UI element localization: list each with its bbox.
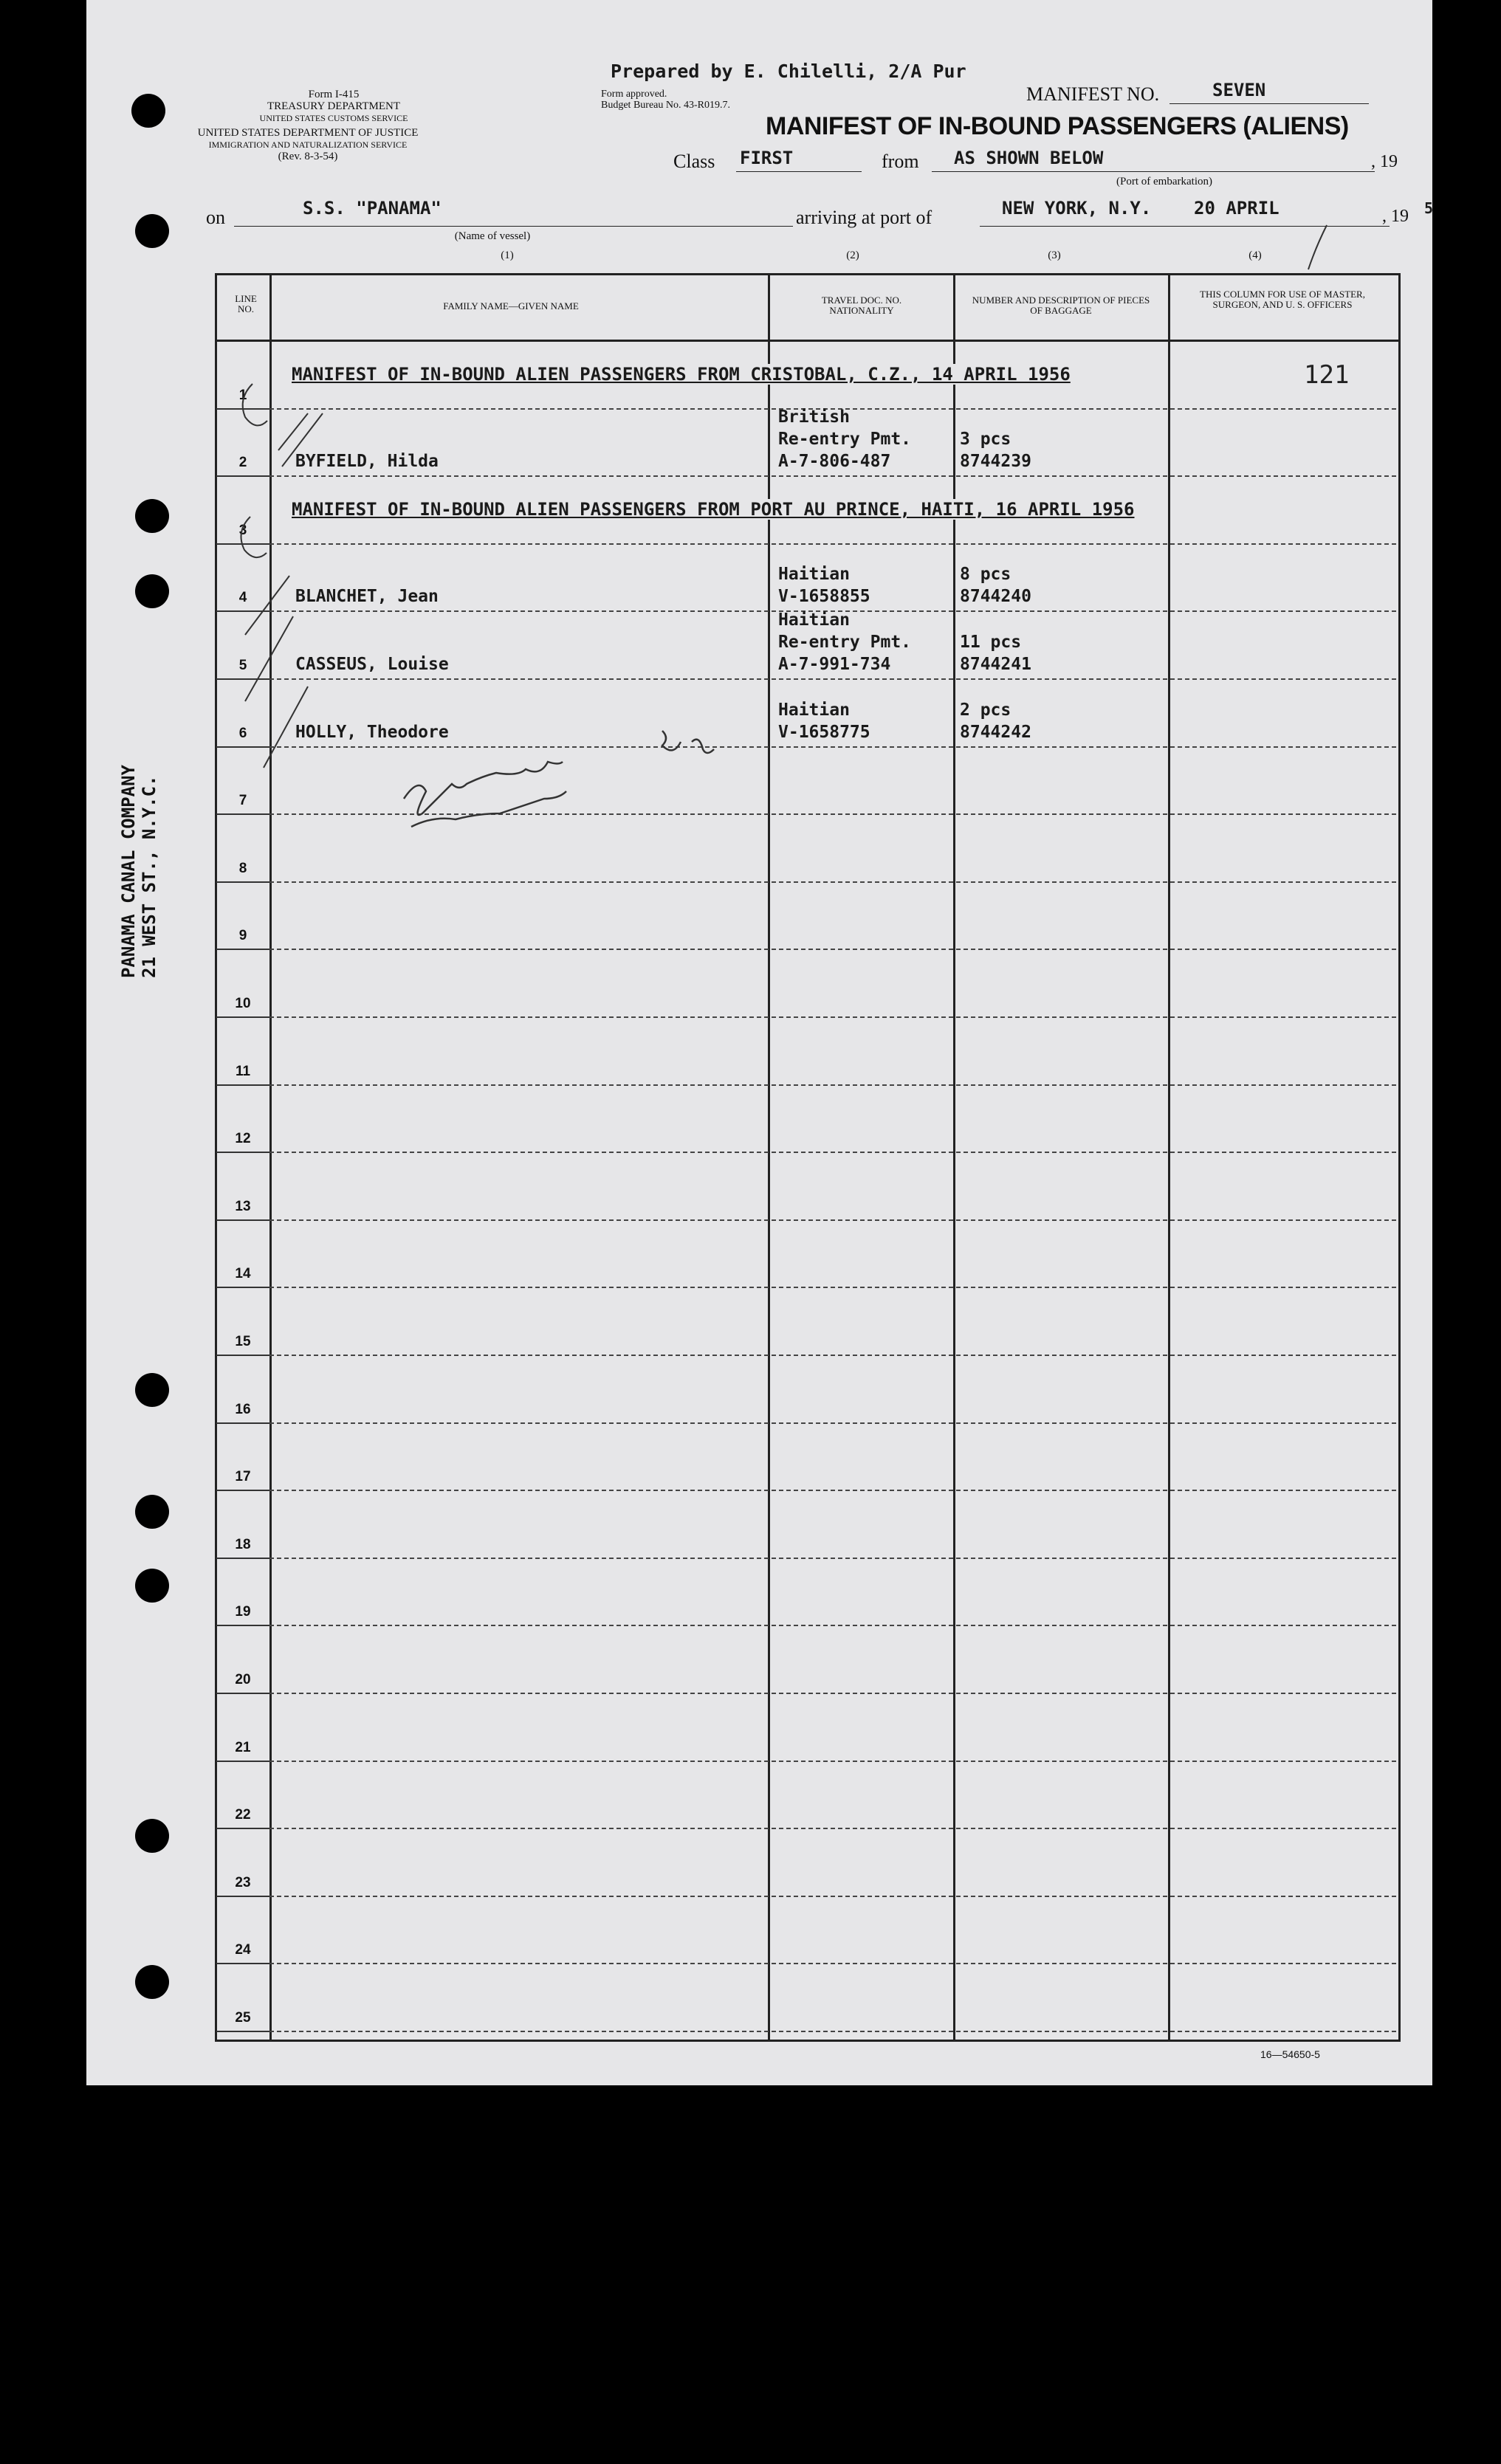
col-divider-name [768,273,770,2040]
arriving-label: arriving at port of [793,207,935,229]
justice-dept: UNITED STATES DEPARTMENT OF JUSTICE [197,127,419,139]
row-divider-lineno [216,1828,269,1829]
form-number: Form I-415 [308,89,360,100]
vessel-caption: (Name of vessel) [454,230,531,242]
row-divider [269,1625,1396,1626]
travel-doc-line: Haitian [778,700,850,720]
binder-hole [135,574,169,608]
line-number: 6 [238,725,247,741]
col-head-name: FAMILY NAME—GIVEN NAME [443,300,579,312]
line-number: 14 [235,1266,251,1282]
travel-doc-line: Haitian [778,610,850,630]
year-label-bottom: , 19 [1382,207,1409,226]
baggage-line: 8744241 [960,655,1031,674]
col-ref-1: (1) [501,250,514,261]
budget-bureau: Budget Bureau No. 43-R019.7. [601,100,730,111]
section-heading: MANIFEST OF IN-BOUND ALIEN PASSENGERS FROM PORT AU PRINCE, HAITI, 16 APRIL 1956 [292,499,1135,520]
row-divider [269,1693,1396,1694]
travel-doc-line: A-7-806-487 [778,452,891,472]
row-divider-lineno [216,1761,269,1762]
line-number: 9 [238,928,247,944]
row-divider [269,1558,1396,1559]
section-heading: MANIFEST OF IN-BOUND ALIEN PASSENGERS FROM CRISTOBAL, C.Z., 14 APRIL 1956 [292,364,1071,385]
travel-doc-line: Re-entry Pmt. [778,633,912,652]
line-number: 17 [235,1469,251,1485]
from-label: from [882,151,919,172]
arrival-line [980,226,1390,227]
row-divider [269,746,1396,748]
on-label: on [206,207,225,228]
arrival-date: 20 APRIL [1194,198,1280,218]
travel-doc-line: A-7-991-734 [778,655,891,674]
binder-hole [135,1373,169,1407]
row-divider [269,1152,1396,1153]
baggage-line: 8744239 [960,452,1031,472]
embarkation-port: AS SHOWN BELOW [954,148,1104,168]
footer-code: 16—54650-5 [1260,2048,1320,2060]
row-divider-lineno [216,1355,269,1356]
row-divider-lineno [216,1693,269,1694]
class-label: Class [673,151,715,172]
row-divider-lineno [216,746,269,748]
row-divider-lineno [216,1490,269,1491]
row-divider [269,1355,1396,1356]
col-ref-2: (2) [846,250,859,261]
baggage-line: 2 pcs [960,700,1011,720]
passenger-name: HOLLY, Theodore [295,722,449,742]
customs-service: UNITED STATES CUSTOMS SERVICE [259,113,408,123]
line-number: 11 [235,1063,251,1079]
line-number: 19 [235,1604,251,1620]
passenger-name: BLANCHET, Jean [295,587,439,607]
row-divider-lineno [216,881,269,883]
year-label-top: , 19 [1371,152,1398,171]
page-number: 121 [1304,360,1350,390]
row-divider-lineno [216,408,269,410]
baggage-line: 3 pcs [960,430,1011,450]
line-number: 2 [238,455,247,471]
passenger-name: CASSEUS, Louise [295,655,449,674]
year-digit: 5 [1424,199,1434,217]
row-divider [269,813,1396,815]
row-divider [269,1219,1396,1221]
line-number: 3 [238,522,247,538]
manifest-number-line [1169,103,1369,104]
binder-hole [135,1569,169,1603]
col-head-travel-doc: TRAVEL DOC. NO. NATIONALITY [821,295,902,316]
arrival-port: NEW YORK, N.Y. [1002,198,1152,218]
row-divider [269,678,1396,680]
row-divider-lineno [216,1558,269,1559]
line-number: 25 [235,2010,251,2026]
manifest-title: MANIFEST OF IN-BOUND PASSENGERS (ALIENS) [766,112,1349,140]
row-divider-lineno [216,678,269,680]
travel-doc-line: Re-entry Pmt. [778,430,912,450]
row-divider-lineno [216,1219,269,1221]
col-head-baggage: NUMBER AND DESCRIPTION OF PIECES OF BAGGAGE [972,295,1150,316]
binder-hole [135,499,169,533]
binder-hole [135,214,169,248]
row-divider [269,475,1396,477]
side-stamp-line-1: PANAMA CANAL COMPANY [118,765,139,978]
row-divider-lineno [216,1422,269,1424]
col-head-line-no: LINE NO. [235,293,257,314]
binder-hole [131,94,165,128]
row-divider [269,1422,1396,1424]
row-divider-lineno [216,1625,269,1626]
line-number: 24 [235,1942,251,1958]
row-divider-lineno [216,1016,269,1018]
port-embarkation-caption: (Port of embarkation) [1116,176,1212,187]
travel-doc-line: Haitian [778,565,850,585]
line-number: 13 [235,1198,251,1214]
passenger-name: BYFIELD, Hilda [295,452,439,472]
row-divider [269,1963,1396,1964]
baggage-line: 8744242 [960,722,1031,742]
row-divider-lineno [216,1152,269,1153]
row-divider-lineno [216,1287,269,1288]
travel-doc-line: V-1658855 [778,587,870,607]
row-divider [269,2031,1396,2032]
line-number: 12 [235,1131,251,1147]
line-number: 18 [235,1536,251,1552]
col-head-official-use: THIS COLUMN FOR USE OF MASTER, SURGEON, AND U. S. OFFICERS [1200,289,1365,310]
row-divider [269,881,1396,883]
row-divider [269,1287,1396,1288]
row-divider-lineno [216,610,269,612]
line-number: 8 [238,860,247,876]
vessel-name: S.S. "PANAMA" [303,198,442,218]
class-line [736,171,862,172]
line-number: 15 [235,1334,251,1349]
row-divider-lineno [216,543,269,545]
baggage-line: 8 pcs [960,565,1011,585]
manifest-table [215,273,1401,2042]
manifest-sheet [86,0,1432,2085]
col-divider-baggage [1168,273,1170,2040]
line-number: 21 [235,1739,251,1755]
ins: IMMIGRATION AND NATURALIZATION SERVICE [208,140,408,150]
class-value: FIRST [740,148,794,168]
line-number: 22 [235,1807,251,1823]
binder-hole [135,1965,169,1999]
row-divider-lineno [216,949,269,950]
manifest-number: SEVEN [1212,80,1266,100]
line-number: 23 [235,1874,251,1890]
row-divider [269,1084,1396,1086]
line-number: 16 [235,1401,251,1417]
line-number: 1 [238,387,247,403]
travel-doc-line: British [778,407,850,427]
form-block [197,89,419,162]
row-divider-lineno [216,813,269,815]
revision: (Rev. 8-3-54) [278,151,338,162]
binder-hole [135,1819,169,1853]
row-divider-lineno [216,475,269,477]
vessel-line [234,226,870,227]
row-divider [269,543,1396,545]
side-stamp [118,765,159,978]
binder-hole [135,1495,169,1529]
row-divider [269,1828,1396,1829]
row-divider-lineno [216,2031,269,2032]
manifest-label: MANIFEST NO. [1026,83,1160,105]
col-divider-line-no [269,273,272,2040]
header-row-line [215,340,1398,342]
row-divider [269,1896,1396,1897]
row-divider [269,1016,1396,1018]
row-divider-lineno [216,1084,269,1086]
line-number: 5 [238,658,247,673]
col-ref-3: (3) [1048,250,1061,261]
treasury-dept: TREASURY DEPARTMENT [267,100,401,112]
travel-doc-line: V-1658775 [778,722,870,742]
prepared-by: Prepared by E. Chilelli, 2/A Pur [611,61,966,82]
form-approved: Form approved. [601,89,667,100]
line-number: 10 [235,996,251,1011]
line-number: 4 [238,590,247,606]
row-divider-lineno [216,1963,269,1964]
from-line [932,171,1375,172]
side-stamp-line-2: 21 WEST ST., N.Y.C. [139,775,159,978]
row-divider-lineno [216,1896,269,1897]
row-divider [269,1490,1396,1491]
form-approved-block [601,89,730,111]
line-number: 20 [235,1672,251,1687]
row-divider [269,949,1396,950]
baggage-line: 11 pcs [960,633,1022,652]
line-number: 7 [238,793,247,809]
col-ref-4: (4) [1248,250,1262,261]
baggage-line: 8744240 [960,587,1031,607]
row-divider [269,1761,1396,1762]
col-divider-doc [953,273,955,2040]
